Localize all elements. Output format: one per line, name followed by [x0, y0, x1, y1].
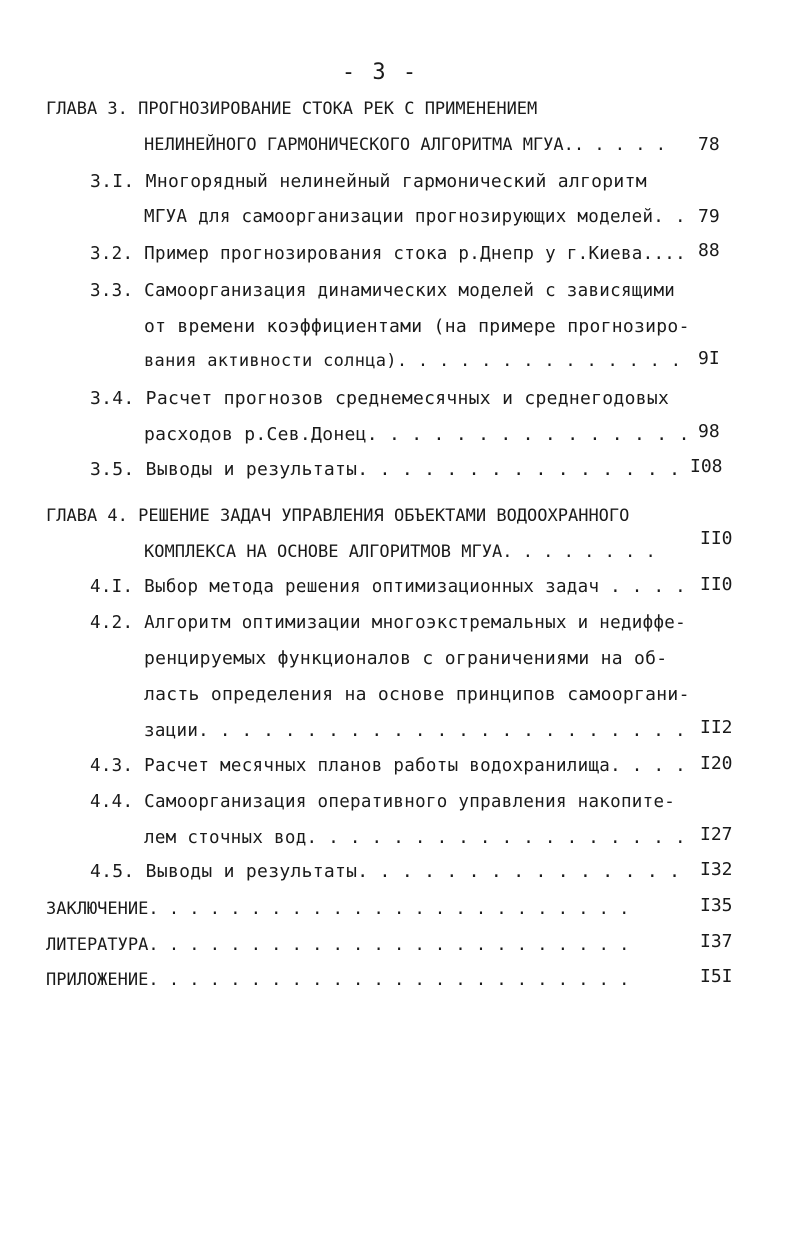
- toc-section-3-3: 3.3. Самоорганизация динамических моделей с зависящими: [90, 281, 676, 301]
- toc-section-4-2-cont2: ласть определения на основе принципов самооргани-: [144, 684, 690, 705]
- toc-chapter-3-page: 78: [698, 134, 720, 155]
- toc-section-4-3: 4.3. Расчет месячных планов работы водохранилища. . . .: [90, 756, 686, 776]
- toc-chapter-4-page: II0: [700, 528, 733, 549]
- toc-section-3-2-page: 88: [698, 240, 720, 261]
- toc-section-4-1: 4.I. Выбор метода решения оптимизационных задач . . . .: [90, 577, 686, 597]
- toc-section-4-5-page: I32: [700, 859, 733, 880]
- toc-section-3-4-cont: расходов р.Сев.Донец. . . . . . . . . . . . . . .: [144, 424, 690, 445]
- toc-literature-page: I37: [700, 931, 733, 952]
- toc-section-4-2-cont: ренцируемых функционалов с ограничениями на об-: [144, 648, 668, 669]
- toc-section-3-3-cont2: вания активности солнца). . . . . . . . . . . . . .: [144, 351, 682, 371]
- toc-section-4-4: 4.4. Самоорганизация оперативного управления накопите-: [90, 792, 676, 812]
- toc-section-3-5-page: I08: [690, 456, 723, 477]
- toc-appendix: ПРИЛОЖЕНИЕ. . . . . . . . . . . . . . . . . . . . . . . .: [46, 970, 630, 990]
- toc-chapter-3-title-cont: НЕЛИНЕЙНОГО ГАРМОНИЧЕСКОГО АЛГОРИТМА МГУА.. . . . .: [144, 135, 666, 155]
- toc-section-3-4-page: 98: [698, 421, 720, 442]
- toc-section-3-1: 3.I. Многорядный нелинейный гармонический алгоритм: [90, 171, 647, 192]
- toc-section-4-5: 4.5. Выводы и результаты. . . . . . . . . . . . . . .: [90, 861, 681, 882]
- toc-section-3-3-page: 9I: [698, 348, 720, 369]
- toc-conclusion-page: I35: [700, 895, 733, 916]
- toc-chapter-3-title: ГЛАВА 3. ПРОГНОЗИРОВАНИЕ СТОКА РЕК С ПРИМЕНЕНИЕМ: [46, 99, 538, 119]
- toc-chapter-4-title-cont: КОМПЛЕКСА НА ОСНОВЕ АЛГОРИТМОВ МГУА. . . . . . . .: [144, 542, 656, 562]
- toc-section-4-2: 4.2. Алгоритм оптимизации многоэкстремальных и недиффе-: [90, 613, 686, 633]
- toc-section-3-4: 3.4. Расчет прогнозов среднемесячных и среднегодовых: [90, 388, 670, 409]
- toc-section-3-5: 3.5. Выводы и результаты. . . . . . . . . . . . . . .: [90, 459, 681, 480]
- page-number: - 3 -: [341, 60, 419, 85]
- toc-appendix-page: I5I: [700, 966, 733, 987]
- toc-section-4-3-page: I20: [700, 753, 733, 774]
- toc-section-3-3-cont: от времени коэффициентами (на примере прогнозиро-: [144, 316, 690, 337]
- toc-section-4-1-page: II0: [700, 574, 733, 595]
- toc-section-4-2-page: II2: [700, 717, 733, 738]
- toc-section-4-4-cont: лем сточных вод. . . . . . . . . . . . . . . . . .: [144, 828, 686, 848]
- toc-section-3-2: 3.2. Пример прогнозирования стока р.Днепр у г.Киева....: [90, 244, 686, 264]
- toc-section-3-1-page: 79: [698, 206, 720, 227]
- toc-conclusion: ЗАКЛЮЧЕНИЕ. . . . . . . . . . . . . . . . . . . . . . . .: [46, 899, 630, 919]
- toc-chapter-4-title: ГЛАВА 4. РЕШЕНИЕ ЗАДАЧ УПРАВЛЕНИЯ ОБЪЕКТАМИ ВОДООХРАННОГО: [46, 506, 630, 526]
- toc-section-4-4-page: I27: [700, 824, 733, 845]
- toc-section-4-2-cont3: зации. . . . . . . . . . . . . . . . . . . . . . .: [144, 721, 686, 741]
- toc-literature: ЛИТЕРАТУРА. . . . . . . . . . . . . . . . . . . . . . . .: [46, 935, 630, 955]
- toc-section-3-1-cont: МГУА для самоорганизации прогнозирующих моделей. .: [144, 207, 686, 227]
